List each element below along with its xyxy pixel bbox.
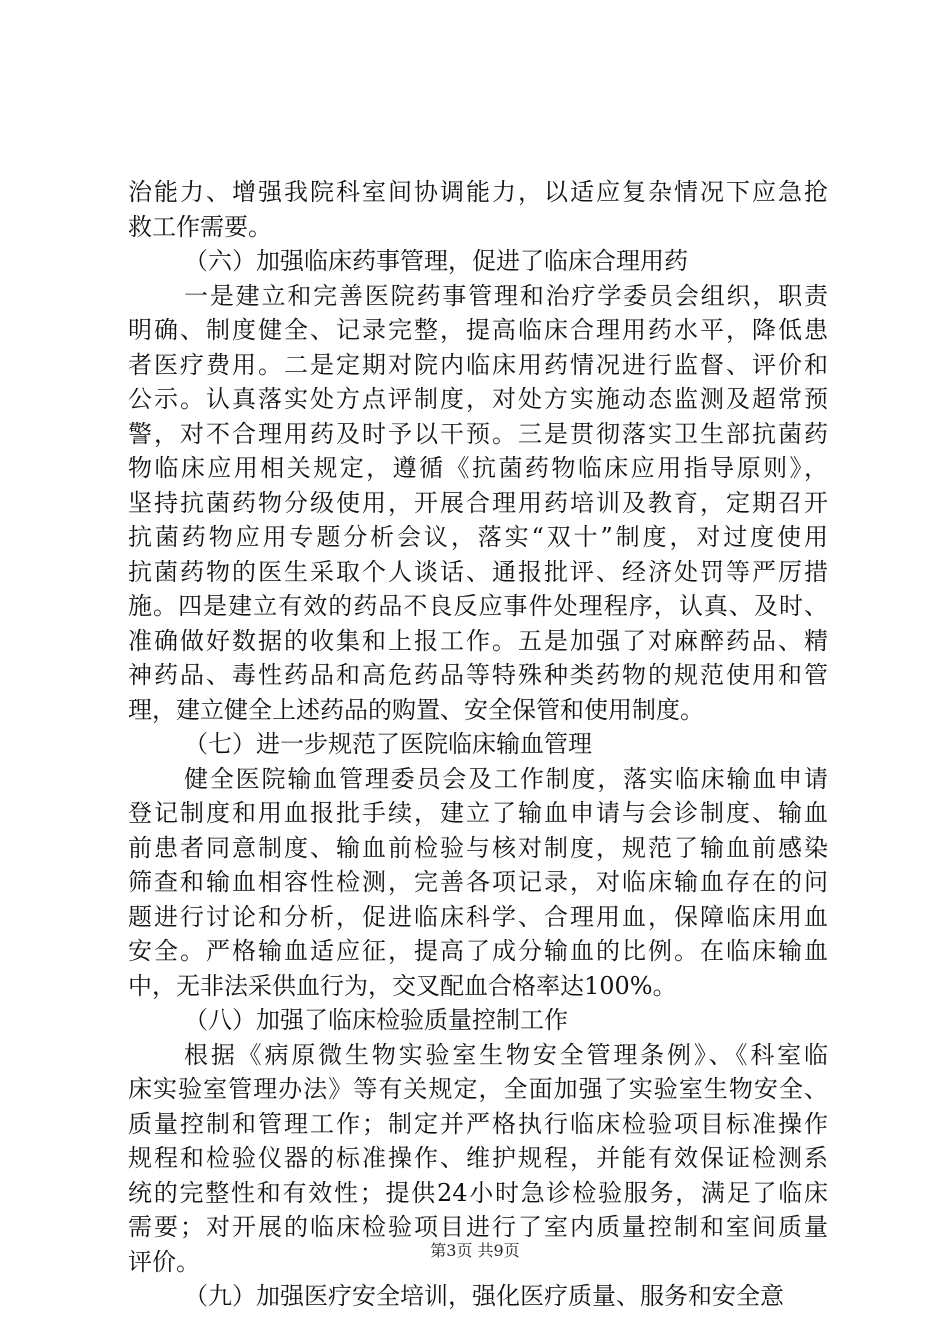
- text-line: 准确做好数据的收集和上报工作。五是加强了对麻醉药品、精: [128, 626, 828, 655]
- text-line: 警，对不合理用药及时予以干预。三是贯彻落实卫生部抗菌药: [128, 419, 828, 448]
- text-line: 题进行讨论和分析，促进临床科学、合理用血，保障临床用血: [128, 902, 828, 931]
- text-line: 统的完整性和有效性；提供24小时急诊检验服务，满足了临床: [128, 1178, 828, 1207]
- document-body: [128, 175, 828, 1314]
- page-number-footer: 第3页 共9页: [430, 1241, 520, 1260]
- text-line: 质量控制和管理工作；制定并严格执行临床检验项目标准操作: [128, 1109, 828, 1138]
- text-line: 筛查和输血相容性检测，完善各项记录，对临床输血存在的问: [128, 868, 828, 896]
- text-line: 抗菌药物应用专题分析会议，落实“双十”制度，对过度使用: [128, 523, 828, 551]
- section-heading: （八）加强了临床检验质量控制工作: [184, 1006, 568, 1034]
- text-line: 健全医院输血管理委员会及工作制度，落实临床输血申请: [184, 764, 828, 793]
- text-line: 救工作需要。: [128, 212, 272, 241]
- text-line: 床实验室管理办法》等有关规定，全面加强了实验室生物安全、: [128, 1075, 828, 1103]
- text-line: 治能力、增强我院科室间协调能力，以适应复杂情况下应急抢: [128, 178, 828, 206]
- text-line: 明确、制度健全、记录完整，提高临床合理用药水平，降低患: [128, 316, 828, 344]
- text-line: 中，无非法采供血行为，交叉配血合格率达100%。: [128, 971, 677, 1000]
- text-line: 理，建立健全上述药品的购置、安全保管和使用制度。: [128, 695, 704, 724]
- text-line: 根据《病原微生物实验室生物安全管理条例》、《科室临: [184, 1040, 828, 1069]
- text-line: 抗菌药物的医生采取个人谈话、通报批评、经济处罚等严厉措: [128, 557, 828, 586]
- text-line: 登记制度和用血报批手续，建立了输血申请与会诊制度、输血: [128, 799, 828, 827]
- text-line: 者医疗费用。二是定期对院内临床用药情况进行监督、评价和: [128, 350, 828, 379]
- section-heading: （六）加强临床药事管理，促进了临床合理用药: [184, 247, 688, 275]
- text-line: 神药品、毒性药品和高危药品等特殊种类药物的规范使用和管: [128, 661, 828, 689]
- section-heading: （九）加强医疗安全培训，强化医疗质量、服务和安全意: [184, 1282, 784, 1310]
- text-line: 坚持抗菌药物分级使用，开展合理用药培训及教育，定期召开: [128, 488, 828, 517]
- text-line: 一是建立和完善医院药事管理和治疗学委员会组织，职责: [184, 281, 828, 310]
- text-line: 需要；对开展的临床检验项目进行了室内质量控制和室间质量: [128, 1213, 828, 1241]
- text-line: 公示。认真落实处方点评制度，对处方实施动态监测及超常预: [128, 385, 828, 413]
- text-line: 前患者同意制度、输血前检验与核对制度，规范了输血前感染: [128, 833, 828, 862]
- text-line: 规程和检验仪器的标准操作、维护规程，并能有效保证检测系: [128, 1144, 828, 1172]
- section-heading: （七）进一步规范了医院临床输血管理: [184, 730, 592, 758]
- text-line: 评价。: [128, 1247, 200, 1276]
- text-line: 施。四是建立有效的药品不良反应事件处理程序，认真、及时、: [128, 592, 828, 620]
- text-line: 物临床应用相关规定，遵循《抗菌药物临床应用指导原则》，: [128, 454, 828, 482]
- text-line: 安全。严格输血适应征，提高了成分输血的比例。在临床输血: [128, 937, 828, 965]
